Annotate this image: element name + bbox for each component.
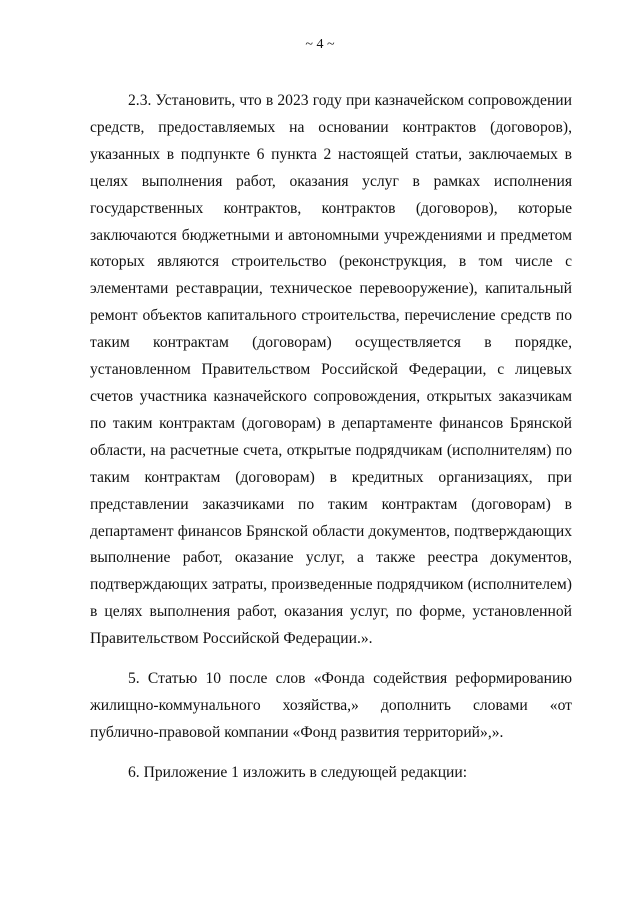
page-number: ~ 4 ~ bbox=[305, 37, 335, 52]
paragraph-6: 6. Приложение 1 изложить в следующей редакции: bbox=[128, 763, 468, 781]
paragraph-2-3: 2.3. Установить, что в 2023 году при казначейском сопровождении средств, предоставляемых на основании контрактов (договоров), указанных в подпункте 6 пункта 2 настоящей статьи, заключаемых в целях выполнения работ, оказания услуг в рамках исполнения государственных контрактов, контрактов (договоров), которые заключаются бюджетными и автономными учреждениями и предметом которых являются строительство (реконструкция, в том числе с элементами реставрации, техническое перевооружение), капитальный ремонт объектов капитального строительства, перечисление средств по таким контрактам (договорам) осуществляется в порядке, установленном Правительством Российской Федерации, с лицевых счетов участника казначейского сопровождения, открытых заказчикам по таким контрактам (договорам) в департаменте финансов Брянской области, на расчетные счета, открытые подрядчикам (исполнителям) по таким контрактам (договорам) в кредитных организациях, при представлении заказчиками по таким контрактам (договорам) в департамент финансов Брянской области документов, подтверждающих выполнение работ, оказание услуг, а также реестра документов, подтверждающих затраты, произведенные подрядчиком (исполнителем) в целях выполнения работ, оказания услуг, по форме, установленной Правительством Российской Федерации.». bbox=[90, 92, 572, 648]
paragraph-5: 5. Статью 10 после слов «Фонда содействия реформированию жилищно-коммунального хозяйства,» дополнить словами «от публично-правовой компании «Фонд развития территорий»,». bbox=[90, 670, 572, 741]
document-body bbox=[90, 88, 572, 787]
